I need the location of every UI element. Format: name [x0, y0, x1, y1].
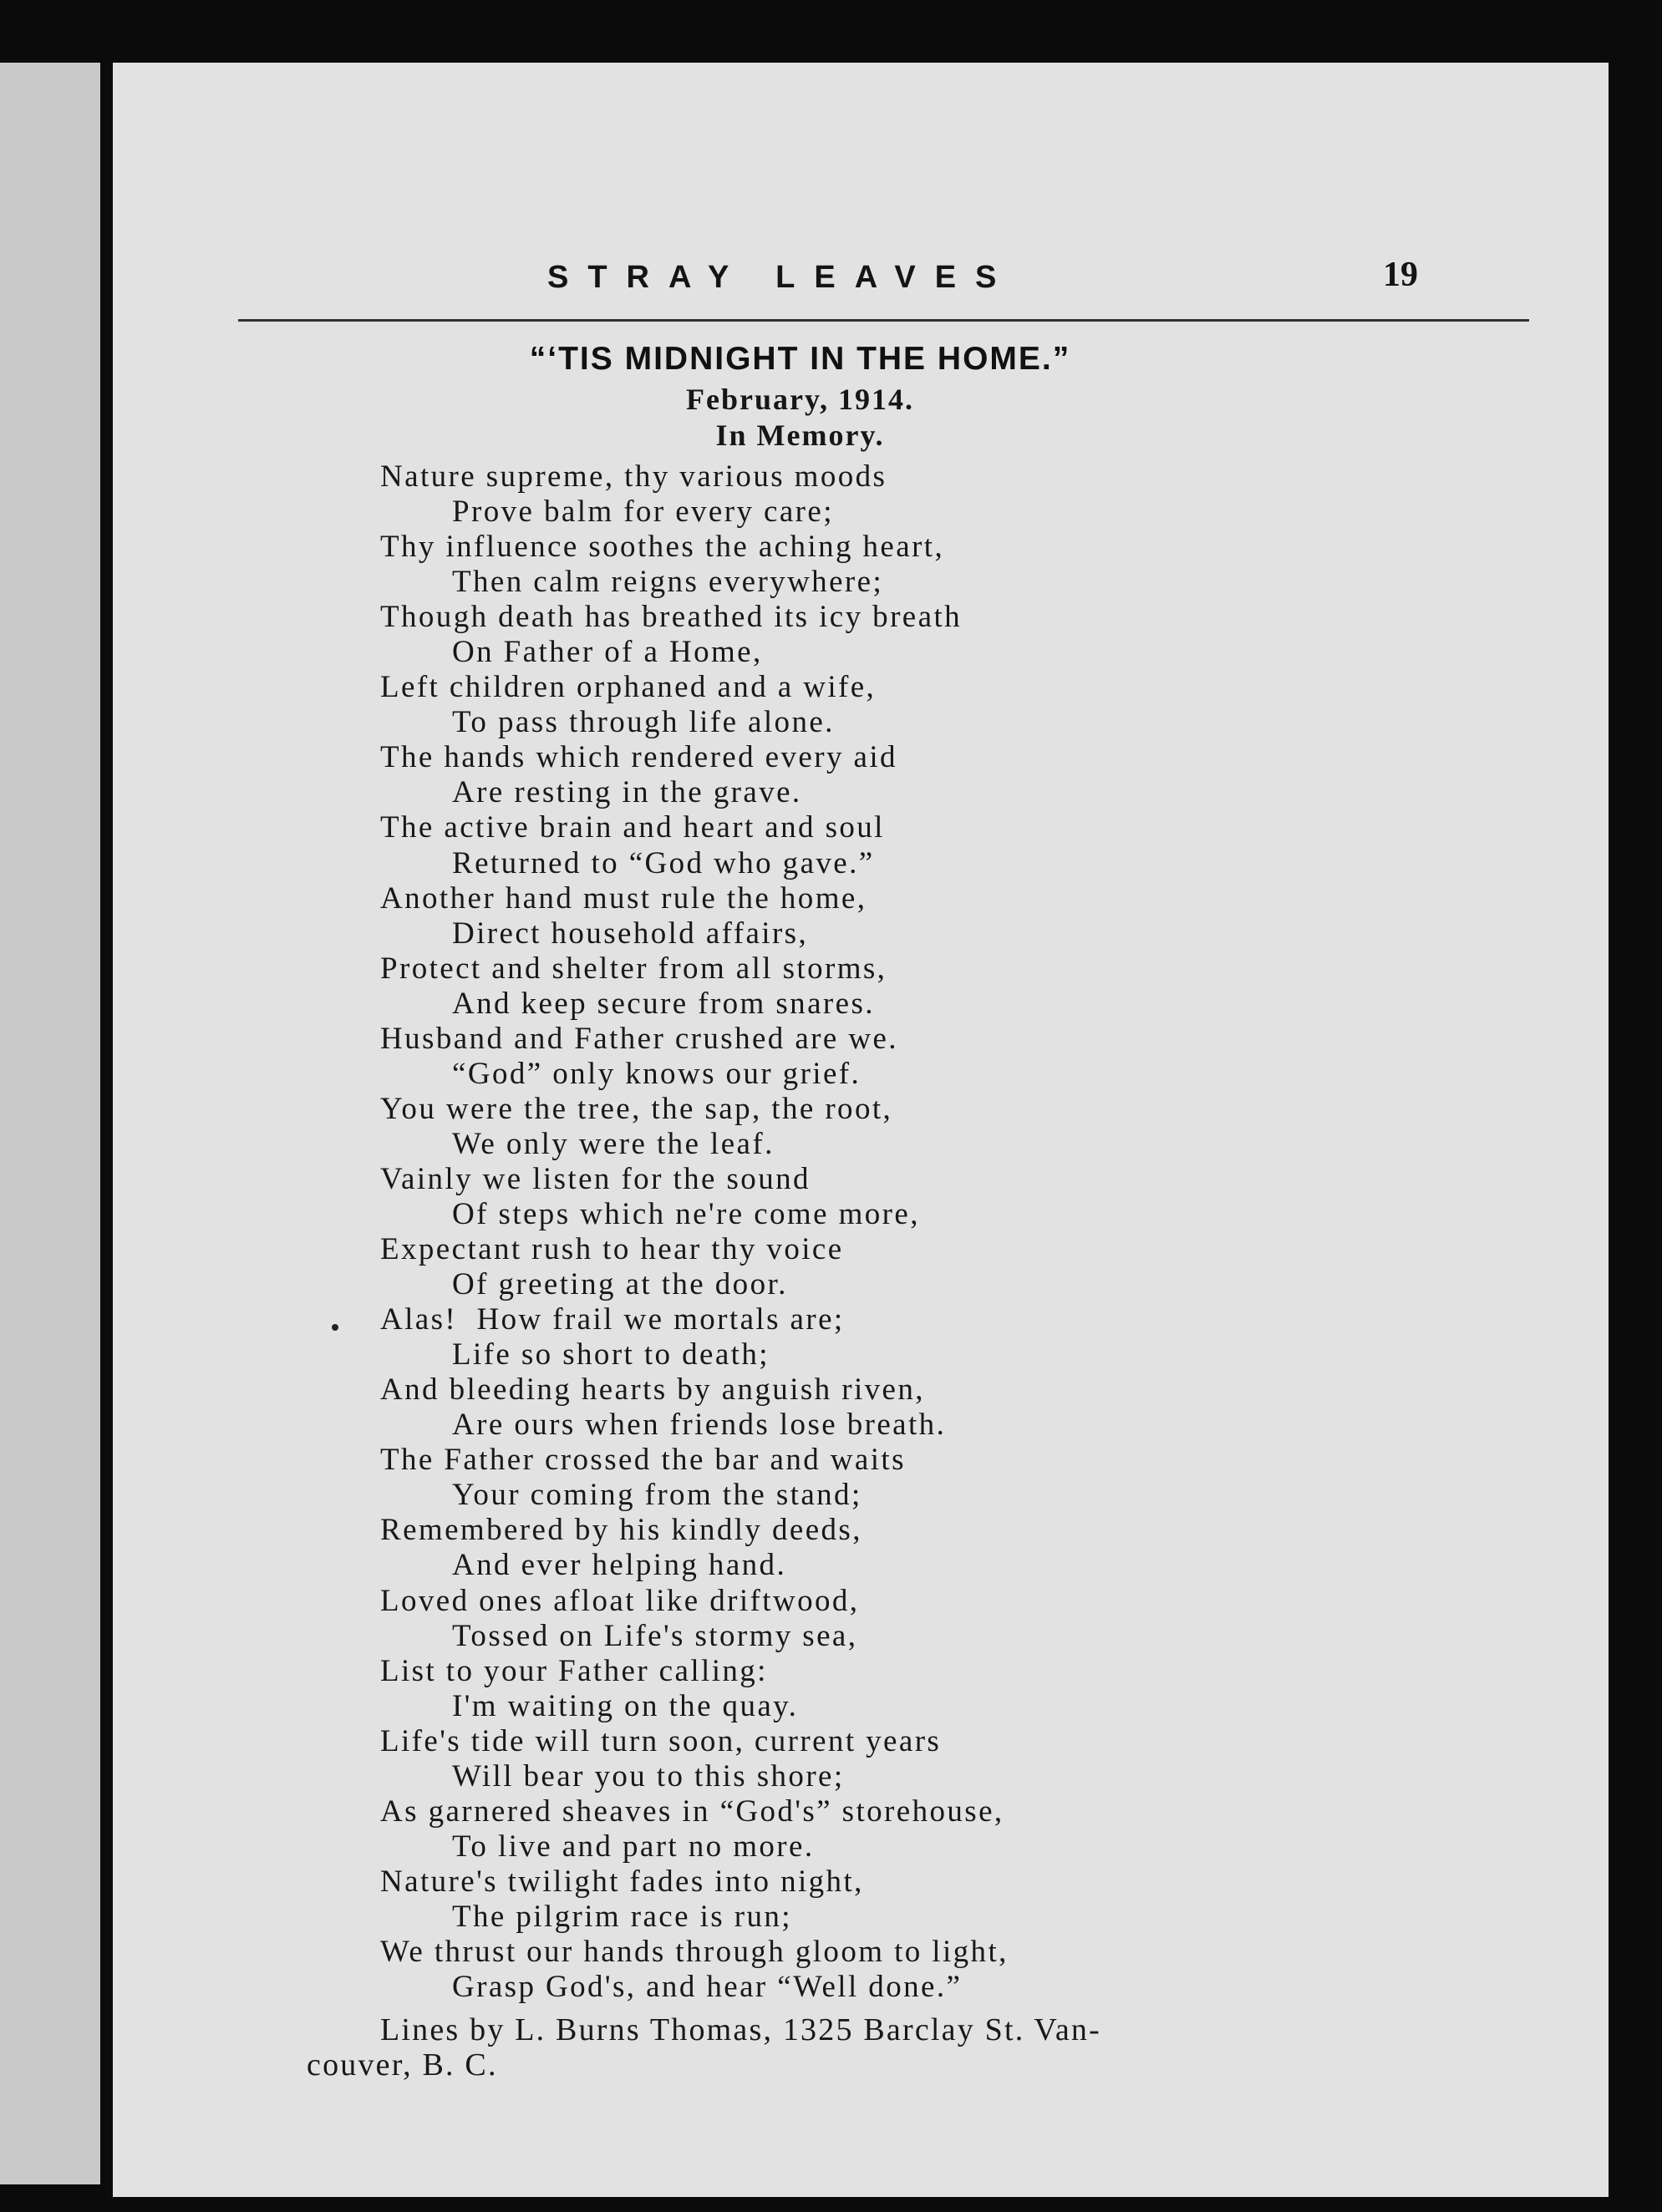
running-head: STRAY LEAVES — [547, 260, 1016, 295]
poem-line: The active brain and heart and soul — [380, 810, 885, 845]
poem-line: And keep secure from snares. — [452, 986, 875, 1021]
poem-line: Your coming from the stand; — [452, 1478, 862, 1513]
poem-line: Remembered by his kindly deeds, — [380, 1513, 862, 1548]
poem-line: Then calm reigns everywhere; — [452, 565, 884, 600]
poem-line: Another hand must rule the home, — [380, 880, 867, 916]
poem-line: Nature's twilight fades into night, — [380, 1864, 864, 1899]
page-header — [113, 196, 1609, 305]
poem-title: “‘TIS MIDNIGHT IN THE HOME.” — [529, 341, 1071, 377]
poem-line: Returned to “God who gave.” — [452, 845, 875, 880]
poem-line: To live and part no more. — [452, 1829, 815, 1864]
poem-line: Expectant rush to hear thy voice — [380, 1232, 844, 1267]
poem-line: The Father crossed the bar and waits — [380, 1443, 906, 1478]
header-rule — [238, 319, 1529, 322]
poem-date: February, 1914. — [686, 383, 914, 416]
poem-line: Husband and Father crushed are we. — [380, 1021, 898, 1056]
poem-line: Left children orphaned and a wife, — [380, 670, 877, 705]
poem-body — [380, 459, 1508, 2005]
poem-line: We thrust our hands through gloom to light, — [380, 1934, 1009, 1969]
attribution-line-2: couver, B. C. — [307, 2047, 498, 2083]
poem-line: Of steps which ne're come more, — [452, 1196, 920, 1231]
poem-line: The pilgrim race is run; — [452, 1899, 792, 1934]
poem-dedication: In Memory. — [715, 419, 885, 452]
poem-line: “God” only knows our grief. — [452, 1056, 861, 1091]
margin-mark — [332, 1324, 338, 1331]
poem-line: And ever helping hand. — [452, 1548, 787, 1583]
poem-line: Alas! How frail we mortals are; — [380, 1302, 845, 1337]
poem-line: I'm waiting on the quay. — [452, 1688, 799, 1723]
poem-line: Will bear you to this shore; — [452, 1758, 845, 1793]
poem-line: Thy influence soothes the aching heart, — [380, 530, 945, 565]
poem-line: And bleeding hearts by anguish riven, — [380, 1372, 925, 1408]
poem-line: As garnered sheaves in “God's” storehouse, — [380, 1793, 1004, 1829]
poem-line: Protect and shelter from all storms, — [380, 951, 887, 986]
poem-line: Tossed on Life's stormy sea, — [452, 1618, 858, 1653]
poem-line: Vainly we listen for the sound — [380, 1161, 811, 1196]
poem-line: Life so short to death; — [452, 1337, 770, 1372]
page-number: 19 — [1383, 256, 1418, 294]
book-page — [113, 63, 1609, 2197]
poem-line: Direct household affairs, — [452, 916, 809, 951]
poem-line: On Father of a Home, — [452, 635, 763, 670]
poem-line: We only were the leaf. — [452, 1126, 775, 1161]
poem-line: Of greeting at the door. — [452, 1267, 788, 1302]
poem-line: You were the tree, the sap, the root, — [380, 1091, 893, 1126]
facing-page-edge — [0, 63, 100, 2184]
poem-line: To pass through life alone. — [452, 705, 835, 740]
poem-line: Prove balm for every care; — [452, 495, 834, 530]
poem-line: Grasp God's, and hear “Well done.” — [452, 1970, 963, 2005]
poem-line: Loved ones afloat like driftwood, — [380, 1583, 860, 1618]
poem-line: Are ours when friends lose breath. — [452, 1408, 947, 1443]
poem-line: Life's tide will turn soon, current years — [380, 1723, 942, 1758]
poem-line: The hands which rendered every aid — [380, 740, 897, 775]
poem-line: Though death has breathed its icy breath — [380, 600, 963, 635]
poem-line: Are resting in the grave. — [452, 775, 802, 810]
attribution-line-1: Lines by L. Burns Thomas, 1325 Barclay St. Van- — [380, 2012, 1101, 2047]
poem-line: Nature supreme, thy various moods — [380, 459, 887, 494]
poem-line: List to your Father calling: — [380, 1653, 768, 1688]
